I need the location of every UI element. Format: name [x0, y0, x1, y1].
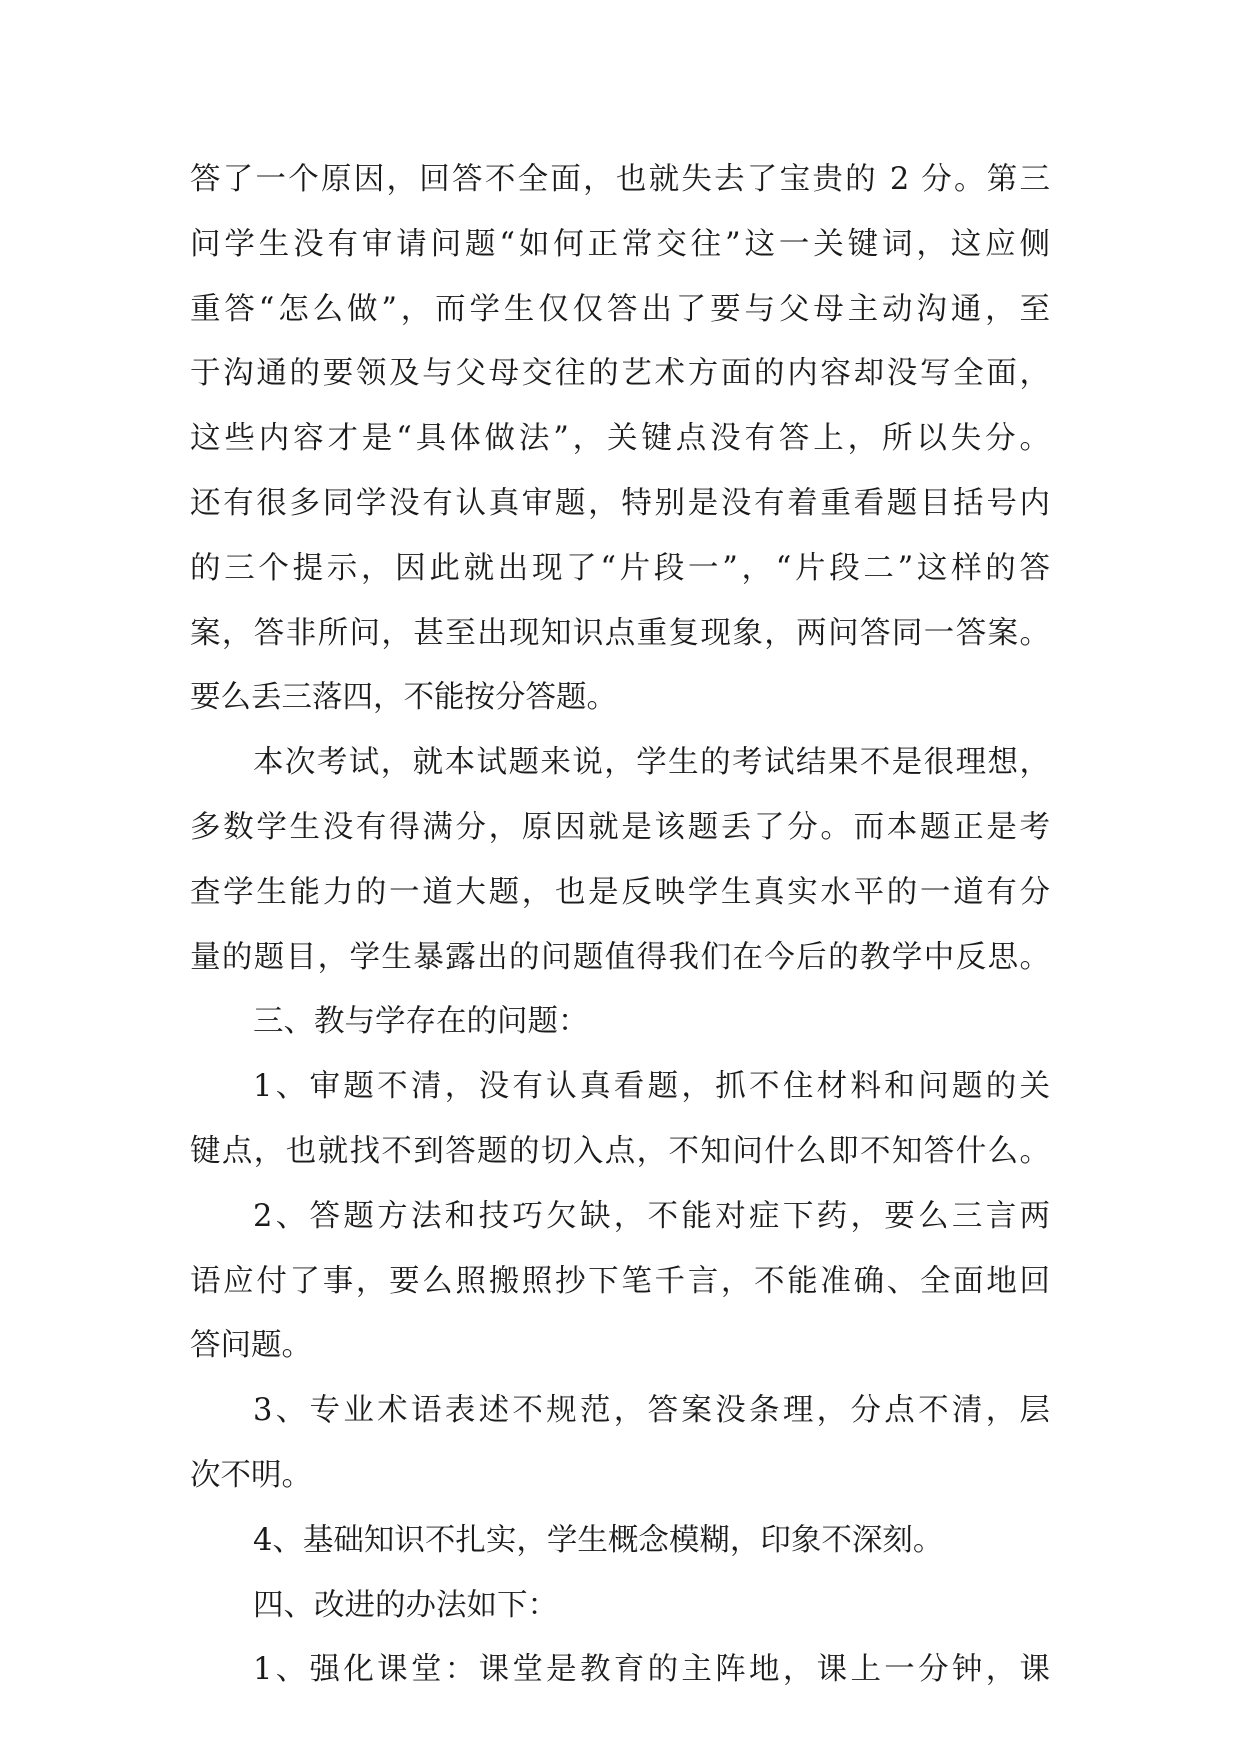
list-item-first-line: 3、专业术语表述不规范，答案没条理，分点不清，层 — [253, 1393, 1050, 1429]
text-line: 要么丢三落四，不能按分答题。 — [190, 680, 617, 716]
text-line: 多数学生没有得满分，原因就是该题丢了分。而本题正是考 — [190, 809, 1050, 845]
text-line: 键点，也就找不到答题的切入点，不知问什么即不知答什么。 — [190, 1133, 1050, 1169]
text-line: 的三个提示，因此就出现了“片段一”，“片段二”这样的答 — [190, 550, 1050, 586]
text-line: 答了一个原因，回答不全面，也就失去了宝贵的 2 分。第三 — [190, 162, 1050, 197]
text-line: 次不明。 — [190, 1457, 312, 1493]
list-item-first-line: 2、答题方法和技巧欠缺，不能对症下药，要么三言两 — [253, 1198, 1050, 1234]
text-line: 于沟通的要领及与父母交往的艺术方面的内容却没写全面， — [190, 356, 1050, 392]
document-body — [190, 148, 1050, 1703]
text-line: 量的题目，学生暴露出的问题值得我们在今后的教学中反思。 — [190, 939, 1050, 975]
list-item-first-line: 4、基础知识不扎实，学生概念模糊，印象不深刻。 — [253, 1522, 944, 1558]
paragraph-first-line: 本次考试，就本试题来说，学生的考试结果不是很理想， — [253, 745, 1050, 781]
section-heading: 三、教与学存在的问题： — [253, 1004, 589, 1040]
text-line: 答问题。 — [190, 1328, 312, 1364]
text-line: 语应付了事，要么照搬照抄下笔千言，不能准确、全面地回 — [190, 1263, 1050, 1299]
list-item-first-line: 1、审题不清，没有认真看题，抓不住材料和问题的关 — [253, 1069, 1050, 1105]
section-heading: 四、改进的办法如下： — [253, 1587, 558, 1623]
list-item-first-line: 1、强化课堂：课堂是教育的主阵地，课上一分钟，课 — [253, 1652, 1050, 1688]
text-line: 重答“怎么做”，而学生仅仅答出了要与父母主动沟通，至 — [190, 291, 1050, 327]
text-line: 案，答非所问，甚至出现知识点重复现象，两问答同一答案。 — [190, 615, 1050, 651]
text-line: 查学生能力的一道大题，也是反映学生真实水平的一道有分 — [190, 874, 1050, 910]
text-line: 还有很多同学没有认真审题，特别是没有着重看题目括号内 — [190, 485, 1050, 521]
text-line: 这些内容才是“具体做法”，关键点没有答上，所以失分。 — [190, 421, 1050, 457]
text-line: 问学生没有审请问题“如何正常交往”这一关键词，这应侧 — [190, 226, 1050, 262]
